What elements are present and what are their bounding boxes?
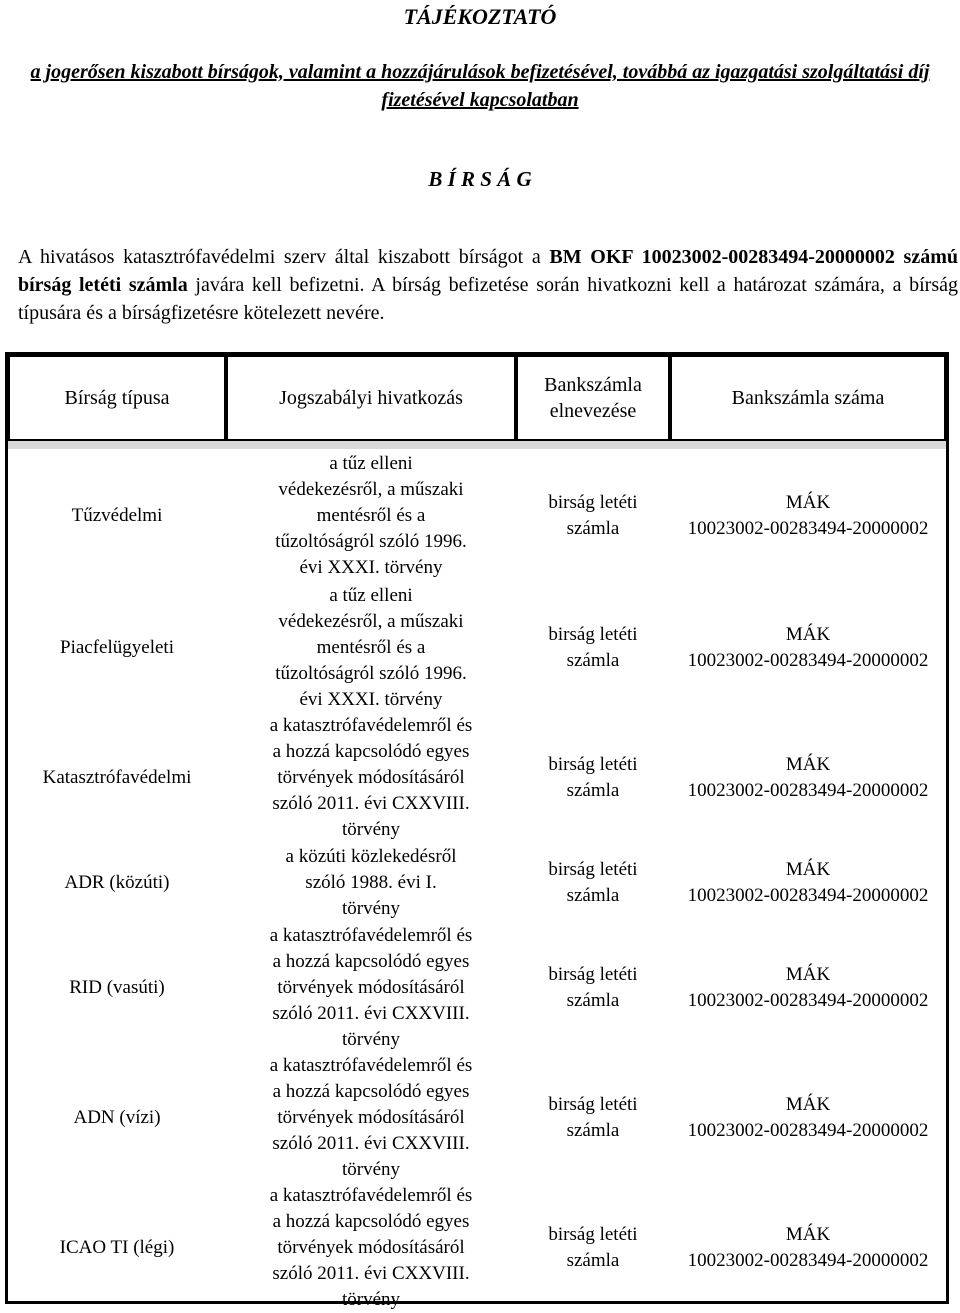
account-bank-label: MÁK	[785, 492, 831, 513]
account-name-line-2: számla	[566, 780, 620, 801]
legal-reference-line: törvény	[341, 898, 401, 919]
cell-account-name	[516, 923, 670, 1053]
account-bank-label: MÁK	[785, 754, 831, 775]
cell-fine-type	[8, 923, 226, 1053]
account-name-line-1: birság letéti	[548, 1224, 638, 1245]
legal-reference-line: mentésről és a	[316, 637, 426, 658]
account-name-line-1: birság letéti	[548, 492, 638, 513]
legal-reference-line: a hozzá kapcsolódó egyes	[272, 741, 470, 762]
intro-text-2: javára kell befizetni. A bírság befizetése során hivatkozni kell a határozat számára, a bírság típusára és a bírságfizetésre kötelezett nevére.	[18, 274, 958, 324]
account-number-value: 10023002-00283494-20000002	[687, 885, 929, 906]
legal-reference-line: a tűz elleni	[329, 453, 413, 474]
header-account-number: Bankszámla száma	[670, 355, 946, 441]
legal-reference-line: a hozzá kapcsolódó egyes	[272, 951, 470, 972]
account-name-line-1: birság letéti	[548, 624, 638, 645]
legal-reference-line: törvények módosításáról	[277, 977, 465, 998]
cell-account-name	[516, 843, 670, 923]
fine-type-text: ADR (közúti)	[64, 872, 170, 893]
cell-fine-type	[8, 1053, 226, 1183]
intro-account-bold: BM OKF 10023002-00283494-20000002 számú bírság letéti számla	[18, 246, 958, 296]
legal-reference-line: szóló 2011. évi CXXVIII.	[272, 793, 470, 814]
cell-fine-type	[8, 583, 226, 713]
cell-legal-reference	[226, 713, 516, 843]
cell-account-number	[670, 843, 946, 923]
account-name-line-2: számla	[566, 885, 620, 906]
fine-table	[8, 355, 946, 1313]
cell-account-number	[670, 583, 946, 713]
cell-fine-type	[8, 449, 226, 583]
legal-reference-line: tűzoltóságról szóló 1996.	[275, 531, 467, 552]
legal-reference-line: védekezésről, a műszaki	[278, 479, 464, 500]
account-number-value: 10023002-00283494-20000002	[687, 650, 929, 671]
table-row	[8, 713, 946, 843]
legal-reference-line: törvények módosításáról	[277, 767, 465, 788]
cell-legal-reference	[226, 449, 516, 583]
legal-reference-line: védekezésről, a műszaki	[278, 611, 464, 632]
legal-reference-line: szóló 2011. évi CXXVIII.	[272, 1003, 470, 1024]
cell-fine-type	[8, 1183, 226, 1313]
account-name-line-2: számla	[566, 650, 620, 671]
fine-type-text: ICAO TI (légi)	[59, 1237, 175, 1258]
fine-type-text: Katasztrófavédelmi	[42, 767, 192, 788]
account-name-line-1: birság letéti	[548, 859, 638, 880]
header-legal-reference: Jogszabályi hivatkozás	[226, 355, 516, 441]
account-name-line-2: számla	[566, 990, 620, 1011]
legal-reference-line: szóló 2011. évi CXXVIII.	[272, 1133, 470, 1154]
document-title: TÁJÉKOZTATÓ	[403, 4, 557, 29]
account-bank-label: MÁK	[785, 1094, 831, 1115]
cell-account-number	[670, 1053, 946, 1183]
cell-account-name	[516, 713, 670, 843]
cell-legal-reference	[226, 583, 516, 713]
legal-reference-line: a katasztrófavédelemről és	[269, 925, 473, 946]
legal-reference-line: törvény	[341, 1289, 401, 1310]
document-subtitle: a jogerősen kiszabott bírságok, valamint a hozzájárulások befizetésével, továbbá az igazgatási szolgáltatási díj fizetésével kapcsolatban	[30, 61, 930, 111]
section-heading-birsag: B Í R S Á G	[428, 167, 532, 191]
legal-reference-line: a hozzá kapcsolódó egyes	[272, 1211, 470, 1232]
account-name-line-2: számla	[566, 1250, 620, 1271]
table-row	[8, 1053, 946, 1183]
cell-legal-reference	[226, 1053, 516, 1183]
cell-legal-reference	[226, 923, 516, 1053]
legal-reference-line: törvény	[341, 1159, 401, 1180]
account-number-value: 10023002-00283494-20000002	[687, 1250, 929, 1271]
legal-reference-line: a közúti közlekedésről	[285, 846, 457, 867]
table-row	[8, 1183, 946, 1313]
fine-type-text: Tűzvédelmi	[71, 505, 163, 526]
legal-reference-line: évi XXXI. törvény	[299, 689, 443, 710]
table-body	[8, 449, 946, 1313]
table-row	[8, 843, 946, 923]
cell-legal-reference	[226, 843, 516, 923]
table-row	[8, 583, 946, 713]
cell-account-number	[670, 449, 946, 583]
legal-reference-line: törvények módosításáról	[277, 1237, 465, 1258]
cell-account-name	[516, 583, 670, 713]
account-number-value: 10023002-00283494-20000002	[687, 780, 929, 801]
cell-account-name	[516, 1053, 670, 1183]
fine-type-text: RID (vasúti)	[69, 977, 165, 998]
account-number-value: 10023002-00283494-20000002	[687, 990, 929, 1011]
cell-legal-reference	[226, 1183, 516, 1313]
fine-type-text: ADN (vízi)	[73, 1107, 161, 1128]
cell-account-number	[670, 923, 946, 1053]
legal-reference-line: szóló 2011. évi CXXVIII.	[272, 1263, 470, 1284]
account-name-line-2: számla	[566, 518, 620, 539]
legal-reference-line: a hozzá kapcsolódó egyes	[272, 1081, 470, 1102]
legal-reference-line: a katasztrófavédelemről és	[269, 715, 473, 736]
legal-reference-line: törvény	[341, 819, 401, 840]
cell-account-name	[516, 449, 670, 583]
account-name-line-2: számla	[566, 1120, 620, 1141]
intro-text-1: A hivatásos katasztrófavédelmi szerv által kiszabott bírságot a	[18, 246, 550, 268]
table-header-row	[8, 355, 946, 441]
account-name-line-1: birság letéti	[548, 1094, 638, 1115]
legal-reference-line: törvény	[341, 1029, 401, 1050]
legal-reference-line: szóló 1988. évi I.	[305, 872, 437, 893]
account-name-line-1: birság letéti	[548, 754, 638, 775]
legal-reference-line: a tűz elleni	[329, 585, 413, 606]
account-bank-label: MÁK	[785, 964, 831, 985]
fine-accounts-table	[5, 352, 949, 1310]
account-number-value: 10023002-00283494-20000002	[687, 518, 929, 539]
legal-reference-line: a katasztrófavédelemről és	[269, 1185, 473, 1206]
cell-account-name	[516, 1183, 670, 1313]
header-account-name: Bankszámla elnevezése	[516, 355, 670, 441]
legal-reference-line: évi XXXI. törvény	[299, 557, 443, 578]
cell-fine-type	[8, 843, 226, 923]
intro-paragraph	[18, 243, 958, 327]
legal-reference-line: a katasztrófavédelemről és	[269, 1055, 473, 1076]
account-bank-label: MÁK	[785, 624, 831, 645]
cell-account-number	[670, 713, 946, 843]
cell-fine-type	[8, 713, 226, 843]
table-row	[8, 923, 946, 1053]
legal-reference-line: törvények módosításáról	[277, 1107, 465, 1128]
account-name-line-1: birság letéti	[548, 964, 638, 985]
table-row	[8, 449, 946, 583]
cell-account-number	[670, 1183, 946, 1313]
account-bank-label: MÁK	[785, 1224, 831, 1245]
header-separator	[8, 441, 946, 449]
legal-reference-line: tűzoltóságról szóló 1996.	[275, 663, 467, 684]
header-fine-type: Bírság típusa	[8, 355, 226, 441]
legal-reference-line: mentésről és a	[316, 505, 426, 526]
account-number-value: 10023002-00283494-20000002	[687, 1120, 929, 1141]
fine-type-text: Piacfelügyeleti	[60, 637, 174, 658]
account-bank-label: MÁK	[785, 859, 831, 880]
